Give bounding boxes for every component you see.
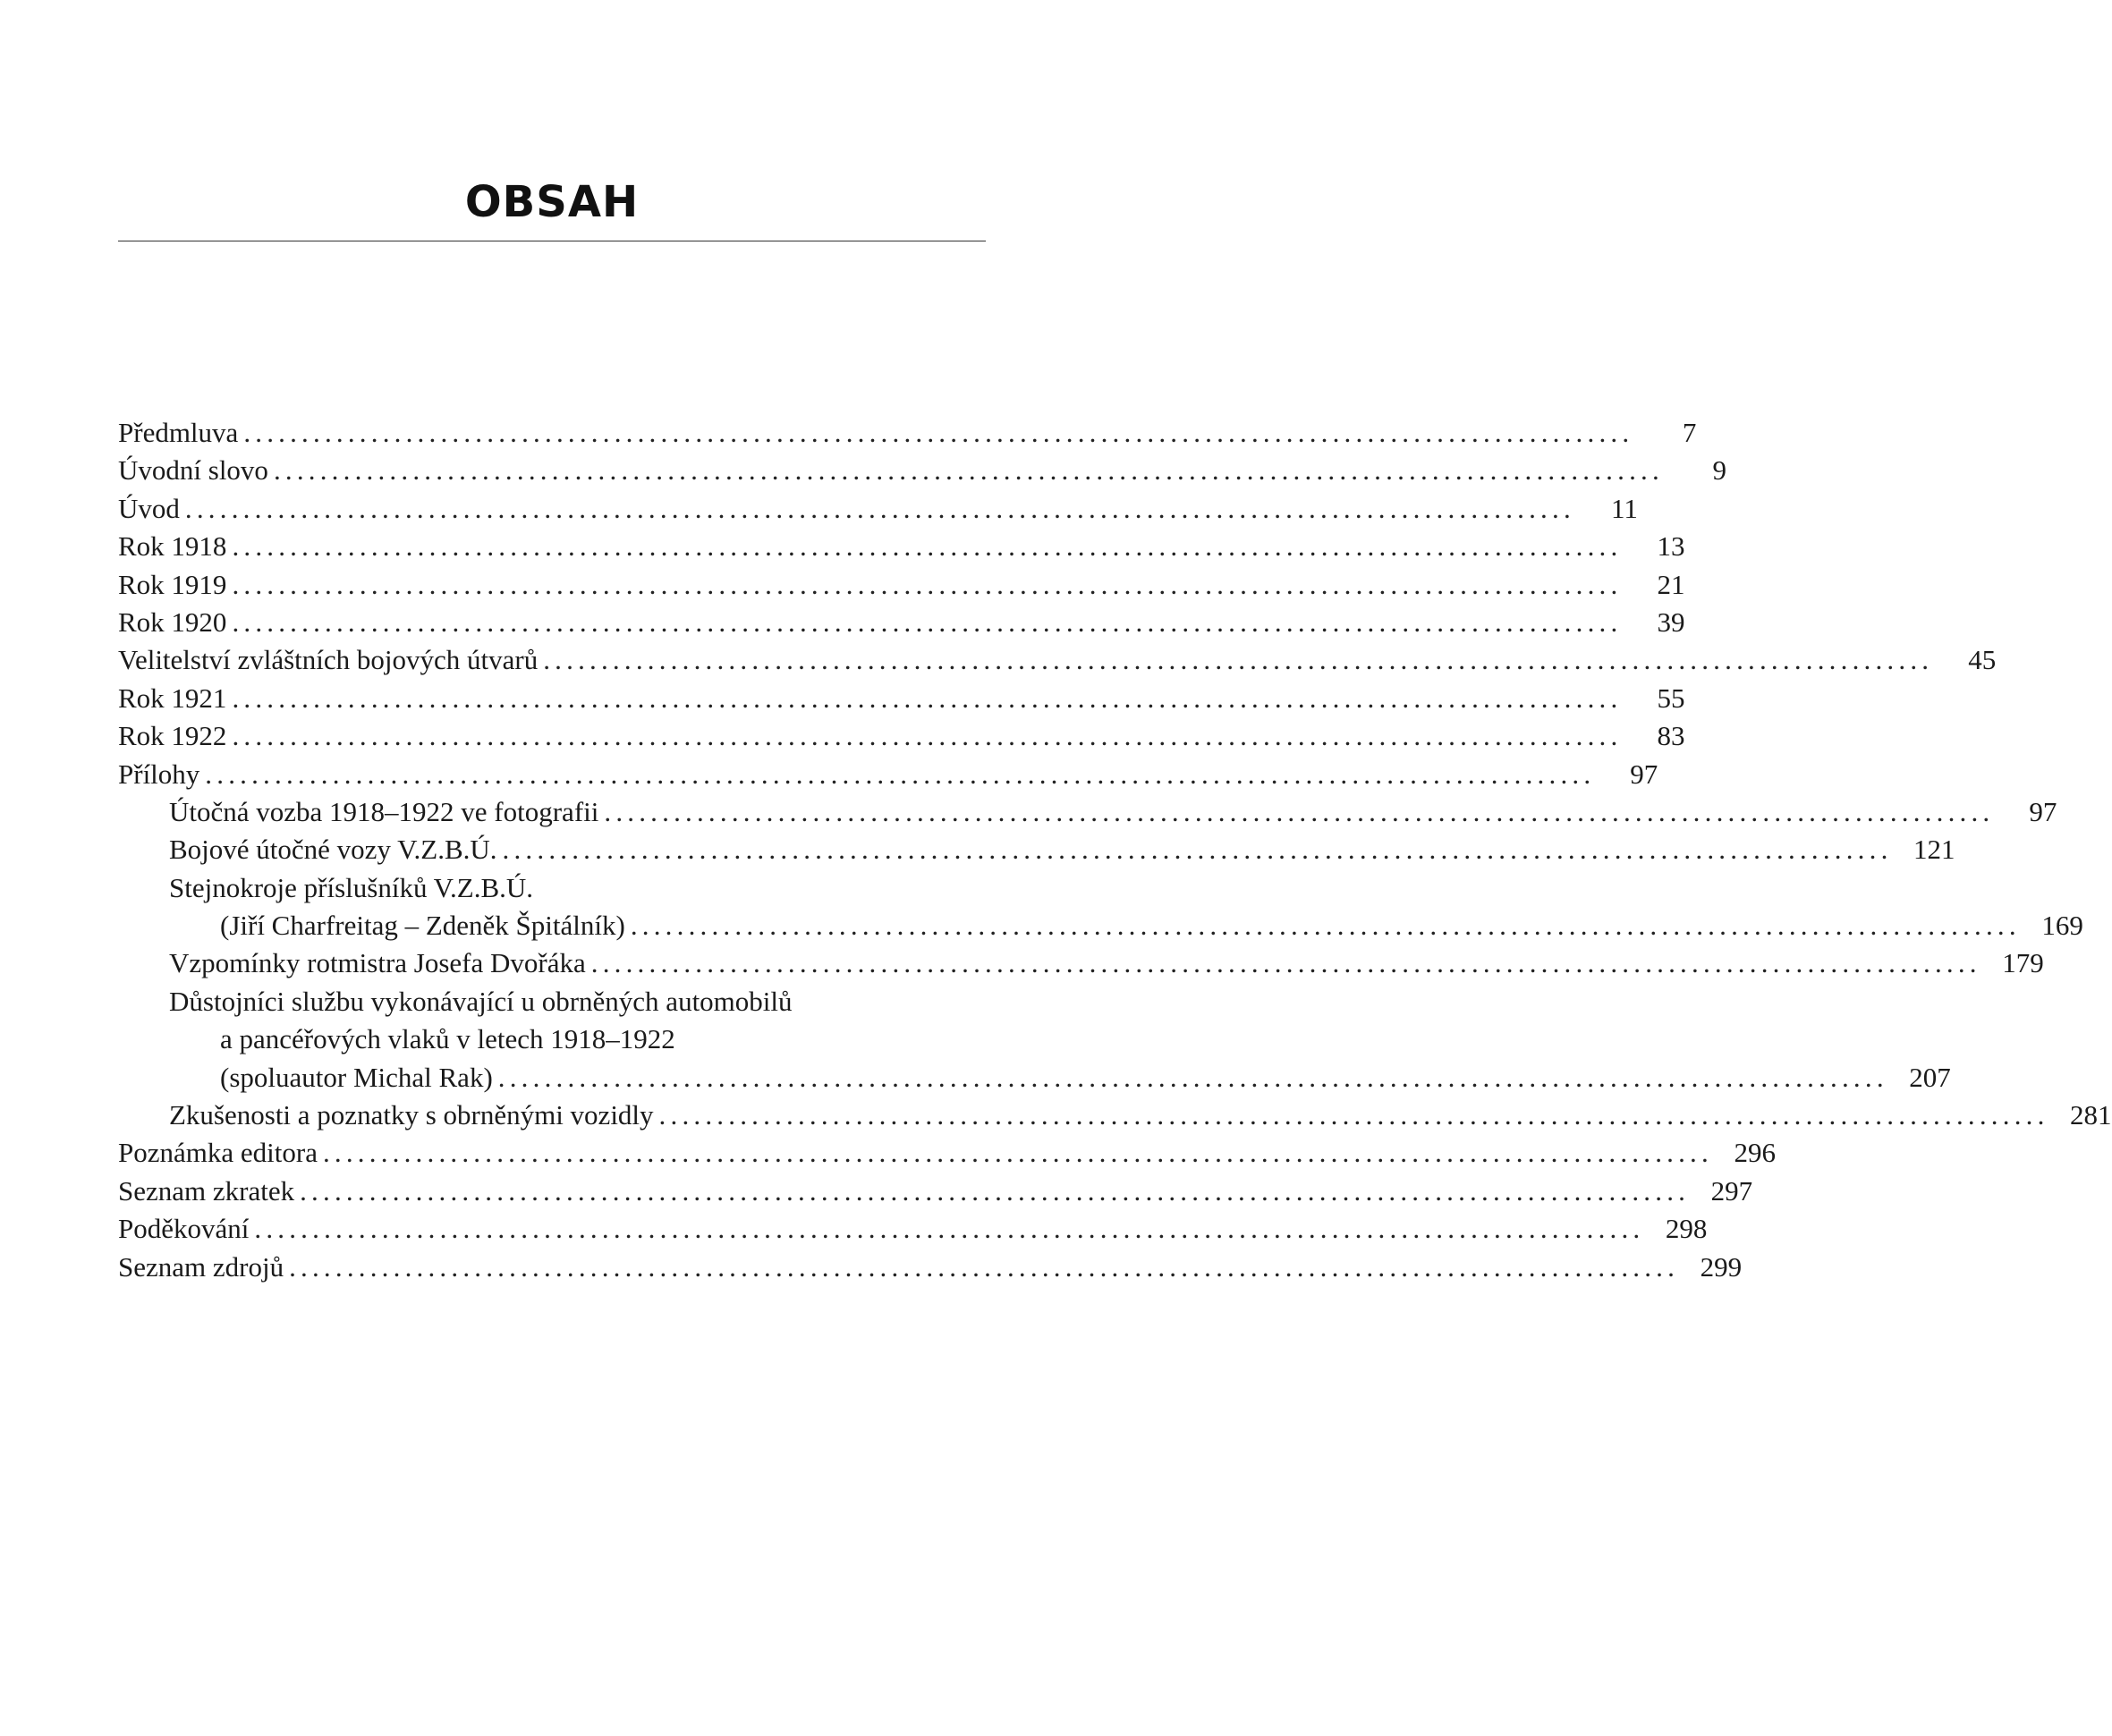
toc-page-number: 296: [1734, 1137, 1776, 1169]
dot-leader: ........................................................................................................................: [232, 530, 1623, 563]
dot-leader: ........................................................................................................................: [232, 720, 1623, 752]
toc-entry-rok-1921: [118, 680, 1685, 717]
toc-entry-uvod: [118, 490, 1638, 528]
toc-entry-title: Důstojníci službu vykonávající u obrněných automobilů: [169, 985, 793, 1017]
toc-entry-rok-1920: [118, 604, 1685, 641]
dot-leader: ........................................................................................................................: [184, 492, 1575, 524]
toc-entry-title: Rok 1920: [118, 605, 227, 638]
toc-page-number: 45: [1968, 644, 1997, 676]
toc-entry-title: Rok 1921: [118, 682, 227, 714]
toc-page-number: 298: [1665, 1213, 1708, 1245]
dot-leader: ........................................................................................................................: [590, 947, 1981, 979]
toc-page-number: 97: [1630, 758, 1658, 790]
toc-entry-title: Rok 1922: [118, 720, 227, 752]
toc-line: [118, 907, 2083, 944]
toc-subentry-dustojnici: [118, 983, 1951, 1097]
dot-leader: ........................................................................................................................: [497, 1061, 1888, 1093]
toc-page-number: 121: [1913, 834, 1955, 866]
toc-line: [118, 414, 1697, 452]
toc-page-number: 39: [1657, 605, 1685, 638]
dot-leader: ........................................................................................................................: [300, 1174, 1691, 1207]
dot-leader: ........................................................................................................................: [289, 1250, 1680, 1283]
toc-line: [118, 1210, 1708, 1248]
toc-line: [118, 1097, 2112, 1134]
dot-leader: ........................................................................................................................: [322, 1137, 1713, 1169]
toc-line: [118, 944, 2044, 982]
toc-entry-rok-1922: [118, 717, 1685, 755]
toc-entry-title-continuation: a pancéřových vlaků v letech 1918–1922: [220, 1023, 675, 1055]
toc-entry-seznam-zkratek: [118, 1173, 1753, 1210]
toc-entry-poznamka-editora: [118, 1134, 1776, 1172]
toc-page-number: 13: [1657, 530, 1685, 563]
toc-subentry-stejnokroje: [118, 869, 2083, 945]
table-of-contents: [118, 414, 2112, 1286]
toc-entry-velitelstvi: [118, 641, 1997, 679]
toc-page-number: 21: [1657, 568, 1685, 600]
toc-line: [118, 452, 1726, 489]
toc-line: [118, 1020, 986, 1058]
toc-line: [118, 717, 1685, 755]
page-heading: OBSAH: [464, 177, 640, 227]
toc-line: [118, 528, 1685, 565]
dot-leader: ........................................................................................................................: [658, 1099, 2049, 1131]
toc-line: [118, 566, 1685, 604]
toc-entry-title: Úvod: [118, 492, 180, 524]
toc-entry-podekovani: [118, 1210, 1708, 1248]
toc-page-number: 281: [2070, 1099, 2112, 1131]
toc-entry-uvodni-slovo: [118, 452, 1726, 489]
toc-entry-title: Poděkování: [118, 1213, 250, 1245]
toc-line: [118, 869, 986, 907]
toc-line: [118, 831, 1955, 868]
dot-leader: ........................................................................................................................: [232, 682, 1623, 714]
toc-page-number: 179: [2002, 947, 2044, 979]
dot-leader: ........................................................................................................................: [232, 568, 1623, 600]
toc-subentry-bojove-vozy: [118, 831, 1955, 868]
toc-page-number: 83: [1657, 720, 1685, 752]
toc-entry-rok-1919: [118, 566, 1685, 604]
toc-entry-title: Úvodní slovo: [118, 454, 268, 487]
toc-line: [118, 604, 1685, 641]
toc-entry-title-continuation: (spoluautor Michal Rak): [220, 1061, 493, 1093]
toc-entry-rok-1918: [118, 528, 1685, 565]
toc-entry-title-continuation: (Jiří Charfreitag – Zdeněk Špitálník): [220, 910, 625, 942]
toc-entry-title: Vzpomínky rotmistra Josefa Dvořáka: [169, 947, 586, 979]
dot-leader: ........................................................................................................................: [232, 605, 1623, 638]
dot-leader: ........................................................................................................................: [543, 644, 1934, 676]
toc-page-number: 207: [1909, 1061, 1951, 1093]
toc-entry-title: Poznámka editora: [118, 1137, 318, 1169]
dot-leader: ........................................................................................................................: [273, 454, 1664, 487]
toc-entry-title: Útočná vozba 1918–1922 ve fotografii: [169, 795, 599, 827]
toc-line: [118, 793, 2057, 831]
toc-subentry-utocna-vozba: [118, 793, 2057, 831]
toc-entry-title: Přílohy: [118, 758, 200, 790]
toc-line: [118, 1059, 1951, 1097]
toc-line: [118, 1134, 1776, 1172]
toc-entry-title: Stejnokroje příslušníků V.Z.B.Ú.: [169, 871, 534, 903]
dot-leader: ........................................................................................................................: [502, 834, 1893, 866]
toc-entry-seznam-zdroju: [118, 1249, 1743, 1286]
dot-leader: ........................................................................................................................: [604, 795, 1995, 827]
toc-line: [118, 490, 1638, 528]
toc-page-number: 299: [1700, 1250, 1743, 1283]
toc-page-number: 7: [1682, 417, 1697, 448]
toc-page-number: 55: [1657, 682, 1685, 714]
toc-page-number: 97: [2029, 795, 2057, 827]
dot-leader: ........................................................................................................................: [243, 417, 1634, 448]
toc-entry-title: Seznam zkratek: [118, 1174, 295, 1207]
toc-entry-prilohy: [118, 756, 1658, 793]
toc-entry-title: Seznam zdrojů: [118, 1250, 284, 1283]
toc-line: [118, 756, 1658, 793]
toc-page-number: 169: [2041, 910, 2083, 942]
toc-entry-title: Bojové útočné vozy V.Z.B.Ú.: [169, 834, 497, 866]
dot-leader: ........................................................................................................................: [205, 758, 1596, 790]
toc-page-number: 9: [1712, 454, 1726, 487]
dot-leader: ........................................................................................................................: [630, 910, 2021, 942]
toc-entry-title: Rok 1918: [118, 530, 227, 563]
toc-page-number: 11: [1611, 492, 1638, 524]
toc-entry-title: Rok 1919: [118, 568, 227, 600]
toc-subentry-zkusenosti: [118, 1097, 2112, 1134]
toc-line: [118, 1173, 1753, 1210]
toc-line: [118, 1249, 1743, 1286]
toc-line: [118, 983, 986, 1020]
dot-leader: ........................................................................................................................: [254, 1213, 1645, 1245]
toc-page-number: 297: [1710, 1174, 1753, 1207]
toc-entry-title: Velitelství zvláštních bojových útvarů: [118, 644, 539, 676]
toc-subentry-vzpominky: [118, 944, 2044, 982]
toc-entry-title: Zkušenosti a poznatky s obrněnými vozidly: [169, 1099, 654, 1131]
toc-line: [118, 641, 1997, 679]
toc-entry-title: Předmluva: [118, 417, 239, 448]
toc-entry-predmluva: [118, 414, 1697, 452]
toc-line: [118, 680, 1685, 717]
